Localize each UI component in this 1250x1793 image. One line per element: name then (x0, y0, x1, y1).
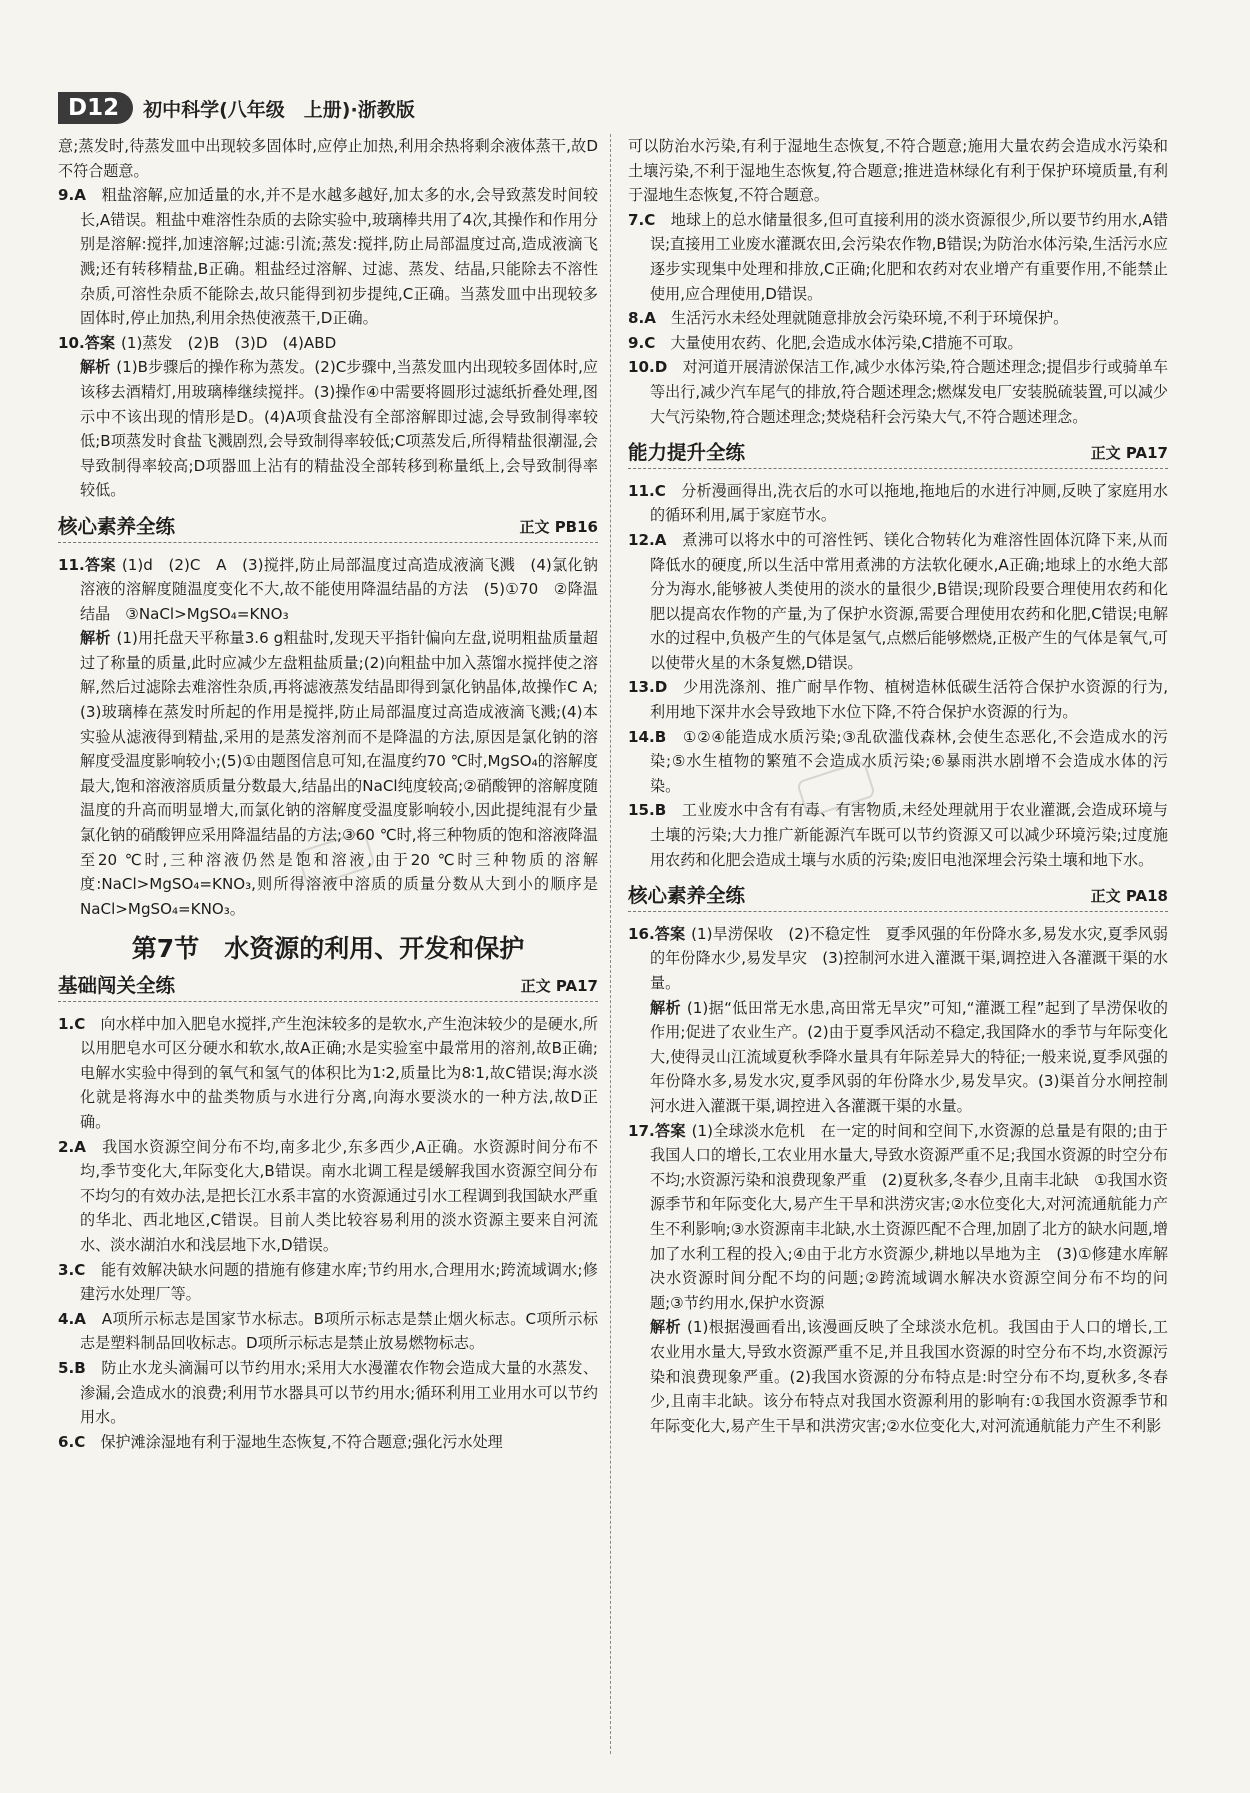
answer-text: 我国水资源空间分布不均,南多北少,东多西少,A正确。水资源时间分布不均,季节变化大,年际变化大,B错误。南水北调工程是缓解我国水资源空间分布不均匀的有效办法,是把长江水系丰富的水资源通过引水工程调到我国缺水严重的华北、西北地区,C错误。目前人类比较容易利用的淡水资源主要来自河流水、淡水湖泊水和浅层地下水,D错误。 (80, 1137, 598, 1254)
answer-item (628, 208, 1168, 306)
section-ref: 正文 PA17 (1090, 444, 1168, 463)
answer-item (628, 725, 1168, 799)
answer-text: (1)旱涝保收 (2)不稳定性 夏季风强的年份降水多,易发水灾,夏季风弱的年份降水少,易发旱灾 (3)控制河水进入灌溉干渠,调控进入各灌溉干渠的水量。 (650, 924, 1168, 992)
section-ref: 正文 PA18 (1090, 887, 1168, 906)
answer-item (628, 798, 1168, 872)
answer-text: 向水样中加入肥皂水搅拌,产生泡沫较多的是软水,产生泡沫较少的是硬水,所以用肥皂水可区分硬水和软水,故A正确;水是实验室中最常用的溶剂,故B正确;电解水实验中得到的氧气和氢气的体积比为1∶2,质量比为8∶1,故C错误;海水淡化就是将海水中的盐类物质与水进行分离,向海水要淡水的一种方法,故D正确。 (80, 1014, 598, 1131)
answer-text: 大量使用农药、化肥,会造成水体污染,C措施不可取。 (670, 333, 1023, 352)
section-ref: 正文 PA17 (520, 977, 598, 995)
answer-item (628, 306, 1168, 331)
question-number: 11. (58, 555, 85, 574)
question-number: 1.C (58, 1014, 86, 1033)
answer-text: 分析漫画得出,洗衣后的水可以拖地,拖地后的水进行冲厕,反映了家庭用水的循环利用,属于家庭节水。 (650, 481, 1168, 525)
question-16-answer (628, 922, 1168, 996)
question-number: 15.B (628, 801, 667, 820)
question-10-explanation (58, 355, 598, 503)
continued-text: 意;蒸发时,待蒸发皿中出现较多固体时,应停止加热,利用余热将剩余液体蒸干,故D不符合题意。 (58, 137, 598, 180)
question-number: 2.A (58, 1137, 86, 1156)
question-16-explanation (628, 996, 1168, 1119)
answer-text: 保护滩涂湿地有利于湿地生态恢复,不符合题意;强化污水处理 (100, 1432, 503, 1451)
page-header (58, 88, 415, 128)
question-number: 9.A (58, 186, 86, 205)
question-number: 10.D (628, 358, 668, 377)
question-number: 14.B (628, 727, 667, 746)
answer-text: 地球上的总水储量很多,但可直接利用的淡水资源很少,所以要节约用水,A错误;直接用工业废水灌溉农田,会污染农作物,B错误;为防治水体污染,生活污水应逐步实现集中处理和排放,C正确;化肥和农药对农业增产有重要作用,不能禁止使用,应合理使用,D错误。 (650, 210, 1168, 303)
answer-item (58, 1258, 598, 1307)
answer-item (628, 479, 1168, 528)
question-text: 粗盐溶解,应加适量的水,并不是水越多越好,加太多的水,会导致蒸发时间较长,A错误。粗盐中难溶性杂质的去除实验中,玻璃棒共用了4次,其操作和作用分别是溶解:搅拌,加速溶解;过滤:引流;蒸发:搅拌,防止局部温度过高,造成液滴飞溅;还有转移精盐,B正确。粗盐经过溶解、过滤、蒸发、结晶,只能除去不溶性杂质,可溶性杂质不能除去,故只能得到初步提纯,C正确。当蒸发皿中出现较多固体时,停止加热,利用余热使液蒸干,D正确。 (80, 186, 598, 328)
answer-item (58, 1135, 598, 1258)
answer-text: ①②④能造成水质污染;③乱砍滥伐森林,会使生态恶化,不会造成水的污染;⑤水生植物的繁殖不会造成水质污染;⑥暴雨洪水剧增不会造成水体的污染。 (650, 727, 1168, 795)
answer-text: 工业废水中含有有毒、有害物质,未经处理就用于农业灌溉,会造成环境与土壤的污染;大力推广新能源汽车既可以节约资源又可以减少环境污染;过度施用农药和化肥会造成土壤与水质的污染;废旧电池深埋会污染土壤和地下水。 (650, 801, 1168, 869)
answer-label: 答案 (84, 333, 115, 352)
question-number: 5.B (58, 1358, 86, 1377)
continued-text: 可以防治水污染,有利于湿地生态恢复,不符合题意;施用大量农药会造成水污染和土壤污染,不利于湿地生态恢复,符合题意;推进造林绿化有利于保护环境质量,有利于湿地生态恢复,不符合题意。 (628, 137, 1168, 205)
answer-item (58, 1356, 598, 1430)
question-number: 13.D (628, 678, 668, 697)
answer-item (58, 1307, 598, 1356)
left-column (58, 134, 598, 1454)
question-number: 11.C (628, 481, 666, 500)
question-17-explanation (628, 1315, 1168, 1438)
explanation-text: (1)据“低田常无水患,高田常无旱灾”可知,“灌溉工程”起到了旱涝保收的作用;促进了农业生产。(2)由于夏季风活动不稳定,我国降水的季节与年际变化大,使得灵山江流域夏秋季降水量具有年际差异大的特征;一般来说,夏季风强的年份降水多,易发水灾,夏季风弱的年份降水少,易发旱灾。(3)渠首分水闸控制河水进入灌溉干渠,调控进入各灌溉干渠的水量。 (650, 998, 1168, 1115)
explanation-label: 解析 (650, 998, 681, 1017)
question-number: 12.A (628, 530, 667, 549)
section-heading (628, 884, 1168, 912)
question-number: 3.C (58, 1260, 86, 1279)
section-heading (58, 974, 598, 1002)
question-17-answer (628, 1119, 1168, 1316)
answer-item (628, 331, 1168, 356)
explanation-label: 解析 (80, 358, 111, 377)
question-number: 16. (628, 924, 655, 943)
right-column (628, 134, 1168, 1438)
question-10-answer (58, 331, 598, 356)
section-heading (628, 441, 1168, 469)
answer-item (628, 528, 1168, 676)
chapter-title: 第7节 水资源的利用、开发和保护 (131, 934, 525, 964)
answer-label: 答案 (654, 924, 686, 943)
answer-item (628, 675, 1168, 724)
section-title: 核心素养全练 (628, 884, 746, 908)
question-9 (58, 183, 598, 331)
answer-item (628, 355, 1168, 429)
page-number-tag: D12 (58, 92, 133, 124)
section-title: 基础闯关全练 (58, 974, 176, 997)
answer-text: 煮沸可以将水中的可溶性钙、镁化合物转化为难溶性固体沉降下来,从而降低水的硬度,所以生活中常用煮沸的方法软化硬水,A正确;地球上的水绝大部分为海水,能够被人类使用的淡水的量很少,B错误;现阶段要合理使用农药和化肥以提高农作物的产量,为了保护水资源,需要合理使用农药和化肥,C错误;电解水的过程中,负极产生的气体是氢气,点燃后能够燃烧,正极产生的气体是氧气,可以使带火星的木条复燃,D错误。 (650, 530, 1168, 672)
question-number: 7.C (628, 210, 656, 229)
question-number: 4.A (58, 1309, 86, 1328)
question-number: 8.A (628, 309, 656, 328)
answer-text: (1)d (2)C A (3)搅拌,防止局部温度过高造成液滴飞溅 (4)氯化钠溶液的溶解度随温度变化不大,故不能使用降温结晶的方法 (5)①70 ②降温结晶 ③NaCl>MgSO₄=KNO₃ (80, 555, 598, 623)
question-number: 6.C (58, 1432, 86, 1451)
answer-text: 生活污水未经处理就随意排放会污染环境,不利于环境保护。 (671, 309, 1069, 328)
answer-text: 少用洗涤剂、推广耐旱作物、植树造林低碳生活符合保护水资源的行为,利用地下深井水会导致地下水位下降,不符合保护水资源的行为。 (650, 678, 1168, 722)
explanation-text: (1)B步骤后的操作称为蒸发。(2)C步骤中,当蒸发皿内出现较多固体时,应该移去酒精灯,用玻璃棒继续搅拌。(3)操作④中需要将圆形过滤纸折叠处理,图示中不该出现的情形是D。(4)A项食盐没有全部溶解即过滤,会导致制得率较低;B项蒸发时食盐飞溅剧烈,会导致制得率较低;C项蒸发后,所得精盐很潮湿,会导致制得率较高;D项器皿上沾有的精盐没全部转移到称量纸上,会导致制得率较低。 (80, 358, 598, 500)
answer-label: 答案 (84, 555, 116, 574)
explanation-text: (1)根据漫画看出,该漫画反映了全球淡水危机。我国由于人口的增长,工农业用水量大,导致水资源严重不足,并且我国水资源的时空分布不均,水资源污染和浪费现象严重。(2)我国水资源的分布特点是:时空分布不均,夏秋多,冬春少,且南丰北缺。该分布特点对我国水资源利用的影响有:①我国水资源季节和年际变化大,易产生干旱和洪涝灾害;②水位变化大,对河流通航能力产生不利影 (650, 1318, 1168, 1435)
answer-label: 答案 (654, 1121, 686, 1140)
answer-item (58, 1012, 598, 1135)
explanation-text: (1)用托盘天平称量3.6 g粗盐时,发现天平指针偏向左盘,说明粗盐质量超过了称量的质量,此时应减少左盘粗盐质量;(2)向粗盐中加入蒸馏水搅拌使之溶解,然后过滤除去难溶性杂质,再将滤液蒸发结晶即得到氯化钠晶体,故操作C A;(3)玻璃棒在蒸发时所起的作用是搅拌,防止局部温度过高造成液滴飞溅;(4)本实验从滤液得到精盐,采用的是蒸发溶剂而不是降温的方法,原因是氯化钠的溶解度受温度影响较小;(5)①由题图信息可知,在温度约70 ℃时,MgSO₄的溶解度最大,饱和溶液溶质质量分数最大,结晶出的NaCl纯度较高;②硝酸钾的溶解度随温度的升高而明显增大,而氯化钠的溶解度受温度影响较小,因此提纯混有少量氯化钠的硝酸钾应采用降温结晶的方法;③60 ℃时,将三种物质的饱和溶液降温至20 ℃时,三种溶液仍然是饱和溶液,由于20 ℃时三种物质的溶解度:NaCl>MgSO₄=KNO₃,则所得溶液中溶质的质量分数从大到小的顺序是NaCl>MgSO₄=KNO₃。 (80, 629, 599, 918)
question-number: 10. (58, 333, 85, 352)
answer-text: 防止水龙头滴漏可以节约用水;采用大水漫灌农作物会造成大量的水蒸发、渗漏,会造成水的浪费;利用节水器具可以节约用水;循环利用工业用水可以节约用水。 (80, 1358, 598, 1427)
answer-item (58, 1430, 598, 1455)
explanation-label: 解析 (650, 1318, 681, 1337)
explanation-label: 解析 (80, 629, 111, 648)
book-title: 初中科学(八年级 上册)·浙教版 (143, 98, 415, 121)
answer-text: 能有效解决缺水问题的措施有修建水库;节约用水,合理用水;跨流域调水;修建污水处理厂等。 (80, 1260, 598, 1304)
section-title: 能力提升全练 (628, 441, 746, 465)
answer-text: (1)蒸发 (2)B (3)D (4)ABD (120, 333, 337, 352)
section-ref: 正文 PB16 (519, 517, 598, 536)
answer-text: (1)全球淡水危机 在一定的时间和空间下,水资源的总量是有限的;由于我国人口的增长,工农业用水量大,导致水资源严重不足;我国水资源的时空分布不均;水资源污染和浪费现象严重 (2)夏秋多,冬春少,且南丰北缺 ①我国水资源季节和年际变化大,易产生干旱和洪涝灾害;②水位变化大,对河流通航能力产生不利影响;③水资源南丰北缺,水土资源匹配不合理,加剧了北方的缺水问题,增加了水利工程的投入;④由于北方水资源少,耕地以旱地为主 (3)①修建水库解决水资源时间分配不均的问题;②跨流域调水解决水资源空间分布不均的问题;③节约用水,保护水资源 (650, 1121, 1168, 1312)
question-11-answer (58, 553, 598, 627)
question-number: 9.C (628, 333, 656, 352)
question-number: 17. (628, 1121, 655, 1140)
answer-text: A项所示标志是国家节水标志。B项所示标志是禁止烟火标志。C项所示标志是塑料制品回收标志。D项所示标志是禁止放易燃物标志。 (80, 1309, 598, 1353)
section-title: 核心素养全练 (58, 514, 176, 538)
answer-text: 对河道开展清淤保洁工作,减少水体污染,符合题述理念;提倡步行或骑单车等出行,减少汽车尾气的排放,符合题述理念;燃煤发电厂安装脱硫装置,可以减少大气污染物,符合题述理念;焚烧秸秆会污染大气,不符合题述理念。 (650, 358, 1168, 426)
section-heading (58, 515, 598, 543)
